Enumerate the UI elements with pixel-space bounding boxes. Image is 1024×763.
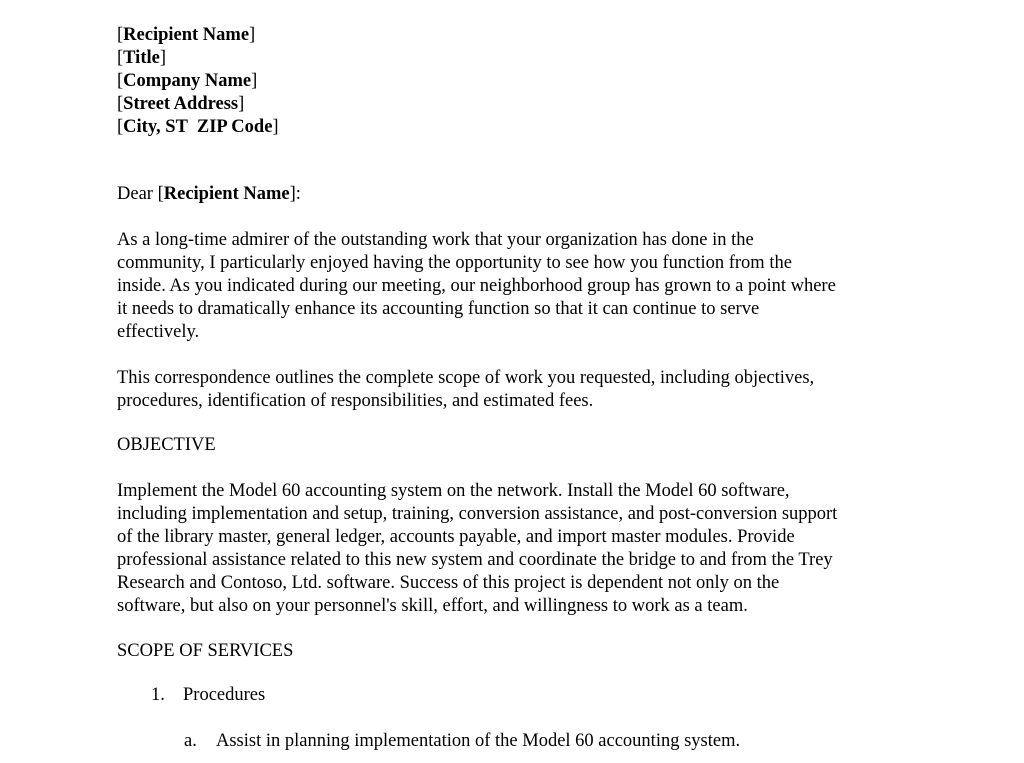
paragraph-line: of the library master, general ledger, accounts payable, and import master modules. Provide [117,527,795,547]
paragraph-line: professional assistance related to this new system and coordinate the bridge to and from the Trey [117,550,833,570]
paragraph-scope-summary [117,367,917,413]
paragraph-line: community, I particularly enjoyed having the opportunity to see how you function from the [117,253,792,273]
paragraph-line: including implementation and setup, training, conversion assistance, and post-conversion support [117,504,838,524]
address-recipient-name: [Recipient Name] [117,25,256,45]
salutation: Dear [Recipient Name]: [117,184,301,204]
paragraph-line: This correspondence outlines the complete scope of work you requested, including objectives, [117,368,815,388]
city-state-zip-placeholder: City, ST ZIP Code [123,117,273,137]
paragraph-intro [117,229,917,344]
salutation-prefix: Dear [117,184,158,204]
recipient-address-block [117,24,279,139]
list-item-label: Procedures [183,685,266,705]
objective-heading: OBJECTIVE [117,435,216,455]
company-name-placeholder: Company Name [123,71,252,91]
scope-heading: SCOPE OF SERVICES [117,641,294,661]
objective-paragraph [117,480,917,618]
paragraph-line: software, but also on your personnel's skill, effort, and willingness to work as a team. [117,596,748,616]
address-street: [Street Address] [117,94,245,114]
paragraph-line: Implement the Model 60 accounting system on the network. Install the Model 60 software, [117,481,790,501]
sub-list-item [184,730,740,753]
sub-list-item-text: Assist in planning implementation of the Model 60 accounting system. [216,731,741,751]
list-item [151,684,265,707]
paragraph-line: it needs to dramatically enhance its accounting function so that it can continue to serve [117,299,760,319]
street-address-placeholder: Street Address [123,94,239,114]
paragraph-line: inside. As you indicated during our meeting, our neighborhood group has grown to a point where [117,276,836,296]
paragraph-line: As a long-time admirer of the outstanding work that your organization has done in the [117,230,754,250]
address-company-name: [Company Name] [117,71,258,91]
paragraph-line: procedures, identification of responsibilities, and estimated fees. [117,391,594,411]
title-placeholder: Title [123,48,160,68]
paragraph-line: effectively. [117,322,200,342]
address-city-state-zip: [City, ST ZIP Code] [117,117,279,137]
list-item-number: 1. [151,685,165,705]
paragraph-line: Research and Contoso, Ltd. software. Success of this project is dependent not only on the [117,573,780,593]
sub-list-item-letter: a. [184,731,197,751]
recipient-name-placeholder: Recipient Name [123,25,250,45]
address-title: [Title] [117,48,167,68]
salutation-recipient-name: Recipient Name [163,184,290,204]
salutation-suffix: : [295,184,301,204]
